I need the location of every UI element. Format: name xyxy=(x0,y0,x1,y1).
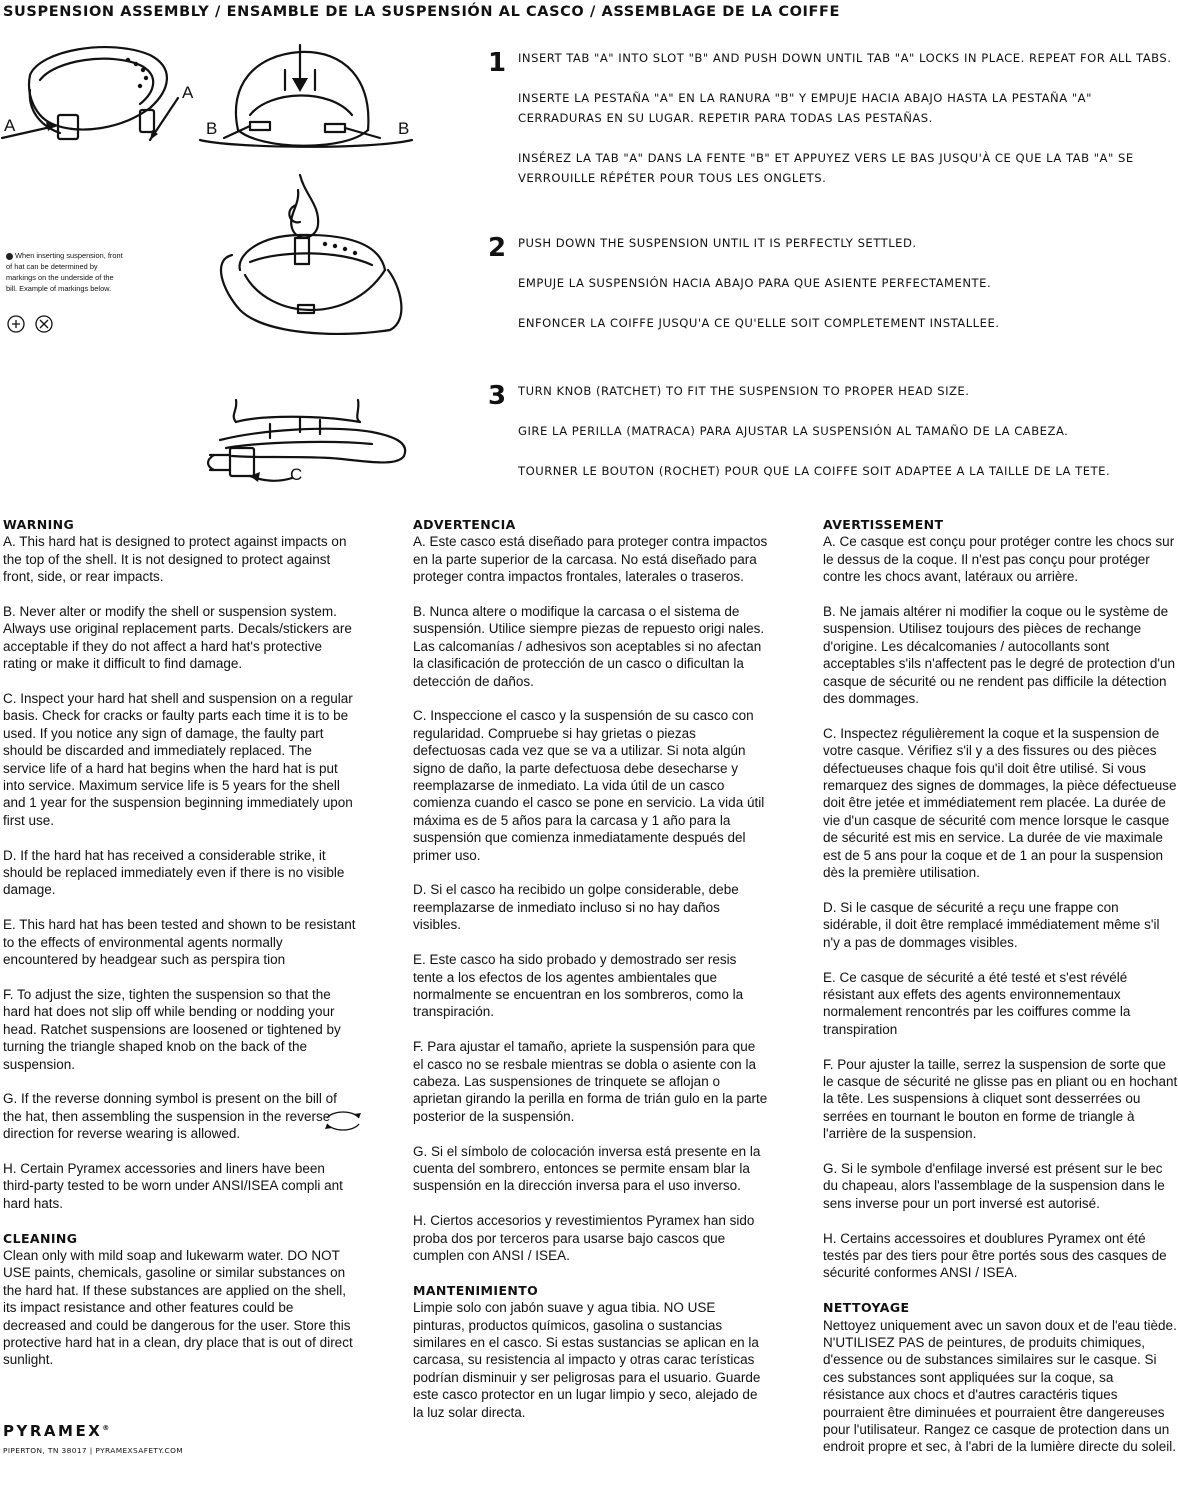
warning-b: B. Ne jamais altérer ni modifier la coque ou le système de suspension. Utilisez toujours des pièces de rechange d'origine. Les décalcomanies / autocollants sont acceptables s'ils n'affectent pas le degré de protection d'un casque de sécurité ou ne rendent pas difficile la détection des dommages. xyxy=(823,604,1175,707)
warning-h: H. Ciertos accesorios y revestimientos Pyramex han sido proba dos por terceros para usarse bajo cascos que cumplen con ANSI / ISEA. xyxy=(413,1213,755,1263)
step-number: 3 xyxy=(488,381,507,411)
warning-a: A. This hard hat is designed to protect against impacts on the top of the shell. It is not designed to protect against front, side, or rear impacts. xyxy=(3,534,347,585)
column-spanish xyxy=(413,516,768,1438)
step-line-fr: INSÉREZ LA TAB "A" DANS LA FENTE "B" ET APPUYEZ VERS LE BAS JUSQU'À CE QUE LA TAB "A" SE VERROUILLE RÉPÉTER POUR TOUS LES ONGLETS. xyxy=(518,151,1134,185)
ratchet-knob-figure xyxy=(208,400,405,482)
registered-mark: ® xyxy=(102,1424,110,1432)
step-line-es: GIRE LA PERILLA (MATRACA) PARA AJUSTAR LA SUSPENSIÓN AL TAMAÑO DE LA CABEZA. xyxy=(518,424,1069,438)
step-line-fr: ENFONCER LA COIFFE JUSQU'A CE QU'ELLE SOIT COMPLETEMENT INSTALLEE. xyxy=(518,316,1000,330)
warning-b: B. Never alter or modify the shell or suspension system. Always use original replacement parts. Decals/stickers are acceptable if they do not affect a hard hat's protective rating or make it difficult to find damage. xyxy=(3,604,352,672)
reverse-donning-icon xyxy=(321,1110,365,1132)
step-number: 1 xyxy=(488,48,507,78)
step-line-en: PUSH DOWN THE SUSPENSION UNTIL IT IS PERFECTLY SETTLED. xyxy=(518,236,917,250)
warning-a: A. Este casco está diseñado para proteger contra impactos en la parte superior de la carcasa. No está diseñado para proteger contra impactos frontales, laterales o traseros. xyxy=(413,534,768,585)
warning-e: E. This hard hat has been tested and shown to be resistant to the effects of environmental agents normally encountered by headgear such as perspira tion xyxy=(3,917,356,968)
page-title: SUSPENSION ASSEMBLY / ENSAMBLE DE LA SUSPENSIÓN AL CASCO / ASSEMBLAGE DE LA COIFFE xyxy=(3,4,841,20)
warning-c: C. Inspeccione el casco y la suspensión de su casco con regularidad. Compruebe si hay grietas o piezas defectuosas cada vez que se va a utilizar. Si nota algún signo de daño, la parte defectuosa debe desecharse y reemplazarse de inmediato. La vida útil de un casco comienza cuando el casco se pone en servicio. La vida útil máxima es de 5 años para la carcasa y 1 año para la suspensión que comienza inmediatamente después del primer uso. xyxy=(413,708,765,863)
step-line-es: EMPUJE LA SUSPENSIÓN HACIA ABAJO PARA QUE ASIENTE PERFECTAMENTE. xyxy=(518,276,992,290)
warning-b: B. Nunca altere o modifique la carcasa o el sistema de suspensión. Utilice siempre piezas de repuesto origi nales. Las calcomanías / adhesivos son aceptables si no afectan la clasificación de protección de un casco o dificultan la detección de daños. xyxy=(413,604,765,689)
warning-e: E. Este casco ha sido probado y demostrado ser resis tente a los efectos de los agentes ambientales que normalmente se encuentran en los sombreros, como la transpiración. xyxy=(413,952,744,1020)
warning-h: H. Certains accessoires et doublures Pyramex ont été testés par des tiers pour être portés sous des casques de sécurité conformes ANSI / ISEA. xyxy=(823,1230,1167,1281)
label-c: C xyxy=(290,465,303,484)
step-number: 2 xyxy=(488,233,507,263)
hat-shell-slots-figure xyxy=(200,45,412,147)
warning-g: G. Si le symbole d'enfilage inversé est présent sur le bec du chapeau, alors l'assemblage de la suspension dans le sens inverse pour un port inversé est autorisé. xyxy=(823,1160,1165,1211)
warning-f: F. Pour ajuster la taille, serrez la suspension de sorte que le casque de sécurité ne glisse pas en pliant ou en hochant la tête. Les suspensions à cliquet sont desserrées ou serrées en tournant le bouton en forme de triangle à l'arrière de la suspension. xyxy=(823,1056,1178,1142)
cleaning-heading: MANTENIMIENTO xyxy=(413,1282,539,1298)
warning-a: A. Ce casque est conçu pour protéger contre les chocs sur le dessus de la coque. Il n'est pas conçu pour protéger contre les chocs avant, latéraux ou arrière. xyxy=(823,534,1175,585)
warning-heading: ADVERTENCIA xyxy=(413,517,516,532)
cleaning-text: Limpie solo con jabón suave y agua tibia. NO USE pinturas, productos químicos, gasolina o sustancias similares en el casco. Si estas sustancias se aplican en la carcasa, su resistencia al impacto y otras carac terísticas podrían disminuir y ser peligrosas para el usuario. Guarde este casco protector en un lugar limpio y seco, alejado de la luz solar directa. xyxy=(413,1300,761,1420)
warning-g: G. Si el símbolo de colocación inversa está presente en la cuenta del sombrero, entonces se permite ensam blar la suspensión en la dirección inversa para el uso inverso. xyxy=(413,1143,761,1194)
warning-g xyxy=(3,1090,358,1142)
label-a-2: A xyxy=(182,83,194,102)
cleaning-heading: CLEANING xyxy=(3,1230,78,1246)
warning-c: C. Inspect your hard hat shell and suspension on a regular basis. Check for cracks or faulty parts each time it is to be used. If you notice any sign of damage, the faulty part should be discarded and immediately replaced. The service life of a hard hat begins when the hard hat is put into service. Maximum service life is 5 years for the shell and 1 year for the suspension beginning immediately upon first use. xyxy=(3,691,353,828)
cleaning-text: Nettoyez uniquement avec un savon doux et de l'eau tiède. N'UTILISEZ PAS de peintures, de produits chimiques, d'essence ou de substances similaires sur le casque. Si ces substances sont appliquées sur la coque, sa résistance aux chocs et d'autres caractéris tiques pourraient être diminuées et pourraient être dangereuses pour l'utilisateur. Rangez ce casque de protection dans un endroit propre et sec, à l'abri de la lumière directe du soleil. xyxy=(823,1317,1177,1455)
label-b-1: B xyxy=(206,119,218,138)
step-line-es: INSERTE LA PESTAÑA "A" EN LA RANURA "B" Y EMPUJE HACIA ABAJO HASTA LA PESTAÑA "A" CERRADURAS EN SU LUGAR. REPETIR PARA TODAS LAS PESTAÑAS. xyxy=(518,91,1092,125)
footer-address: PIPERTON, TN 38017 | PYRAMEXSAFETY.COM xyxy=(3,1446,184,1455)
warning-e: E. Ce casque de sécurité a été testé et s'est révélé résistant aux effets des agents environnementaux normalement rencontrés par les coiffures comme la transpiration xyxy=(823,969,1131,1037)
brand-logo xyxy=(3,1422,109,1440)
warning-g-text: G. If the reverse donning symbol is present on the bill of the hat, then assembling the suspension in the reverse direction for reverse wearing is allowed. xyxy=(3,1091,337,1142)
step-line-fr: TOURNER LE BOUTON (ROCHET) POUR QUE LA COIFFE SOIT ADAPTEE A LA TAILLE DE LA TETE. xyxy=(518,464,1111,478)
column-french xyxy=(823,516,1178,1473)
column-english xyxy=(3,516,358,1386)
brand-name: PYRAMEX xyxy=(3,1422,103,1440)
warning-h: H. Certain Pyramex accessories and liners have been third-party tested to be worn under ANSI/ISEA compli ant hard hats. xyxy=(3,1160,343,1211)
inserting-note xyxy=(6,250,124,294)
warning-f: F. Para ajustar el tamaño, apriete la suspensión para que el casco no se resbale mientras se dobla o asiente con la cabeza. Las suspensiones de trinquete se aflojan o aprietan girando la perilla en forma de trián gulo en la parte posterior de la suspensión. xyxy=(413,1039,768,1124)
warning-heading: WARNING xyxy=(3,517,75,532)
warning-d: D. Si el casco ha recibido un golpe considerable, debe reemplazarse de inmediato incluso si no hay daños visibles. xyxy=(413,882,739,933)
cleaning-heading: NETTOYAGE xyxy=(823,1300,910,1316)
label-b-2: B xyxy=(398,119,410,138)
note-text: When inserting suspension, front of hat can be determined by markings on the underside of the bill. Example of markings below. xyxy=(6,251,123,293)
info-icon xyxy=(6,253,13,260)
warning-c: C. Inspectez régulièrement la coque et la suspension de votre casque. Vérifiez s'il y a des fissures ou des pièces défectueuses chaque fois qu'il doit être utilisé. Si vous remarquez des signes de dommages, la pièce défectueuse doit être jetée et immédiatement rem placée. La durée de vie d'un casque de sécurité com mence lorsque le casque de sécurité est mis en service. La durée de vie maximale est de 5 ans pour la coque et de 1 an pour la suspension dès la première utilisation. xyxy=(823,725,1177,881)
suspension-band-figure xyxy=(2,47,178,140)
cleaning-text: Clean only with mild soap and lukewarm water. DO NOT USE paints, chemicals, gasoline or similar substances on the hard hat. If these substances are applied on the shell, its impact resistance and other features could be decreased and could be dangerous for the user. Store this protective hard hat in a clean, dry place that is out of direct sunlight. xyxy=(3,1247,353,1368)
warning-f: F. To adjust the size, tighten the suspension so that the hard hat does not slip off while bending or nodding your head. Ratchet suspensions are loosened or tightened by turning the triangle shaped knob on the back of the suspension. xyxy=(3,986,341,1072)
warning-heading: AVERTISSEMENT xyxy=(823,517,944,532)
warning-d: D. If the hard hat has received a considerable strike, it should be replaced immediately even if there is no visible damage. xyxy=(3,847,345,898)
bill-marking-icons xyxy=(8,316,52,332)
step-line-en: INSERT TAB "A" INTO SLOT "B" AND PUSH DOWN UNTIL TAB "A" LOCKS IN PLACE. REPEAT FOR ALL TABS. xyxy=(518,51,1172,65)
step-line-en: TURN KNOB (RATCHET) TO FIT THE SUSPENSION TO PROPER HEAD SIZE. xyxy=(518,384,970,398)
hand-push-suspension-figure xyxy=(221,175,401,334)
warning-d: D. Si le casque de sécurité a reçu une frappe con sidérable, il doit être remplacé immédiatement même s'il n'y a pas de dommages visibles. xyxy=(823,899,1160,950)
label-a-1: A xyxy=(4,116,16,135)
